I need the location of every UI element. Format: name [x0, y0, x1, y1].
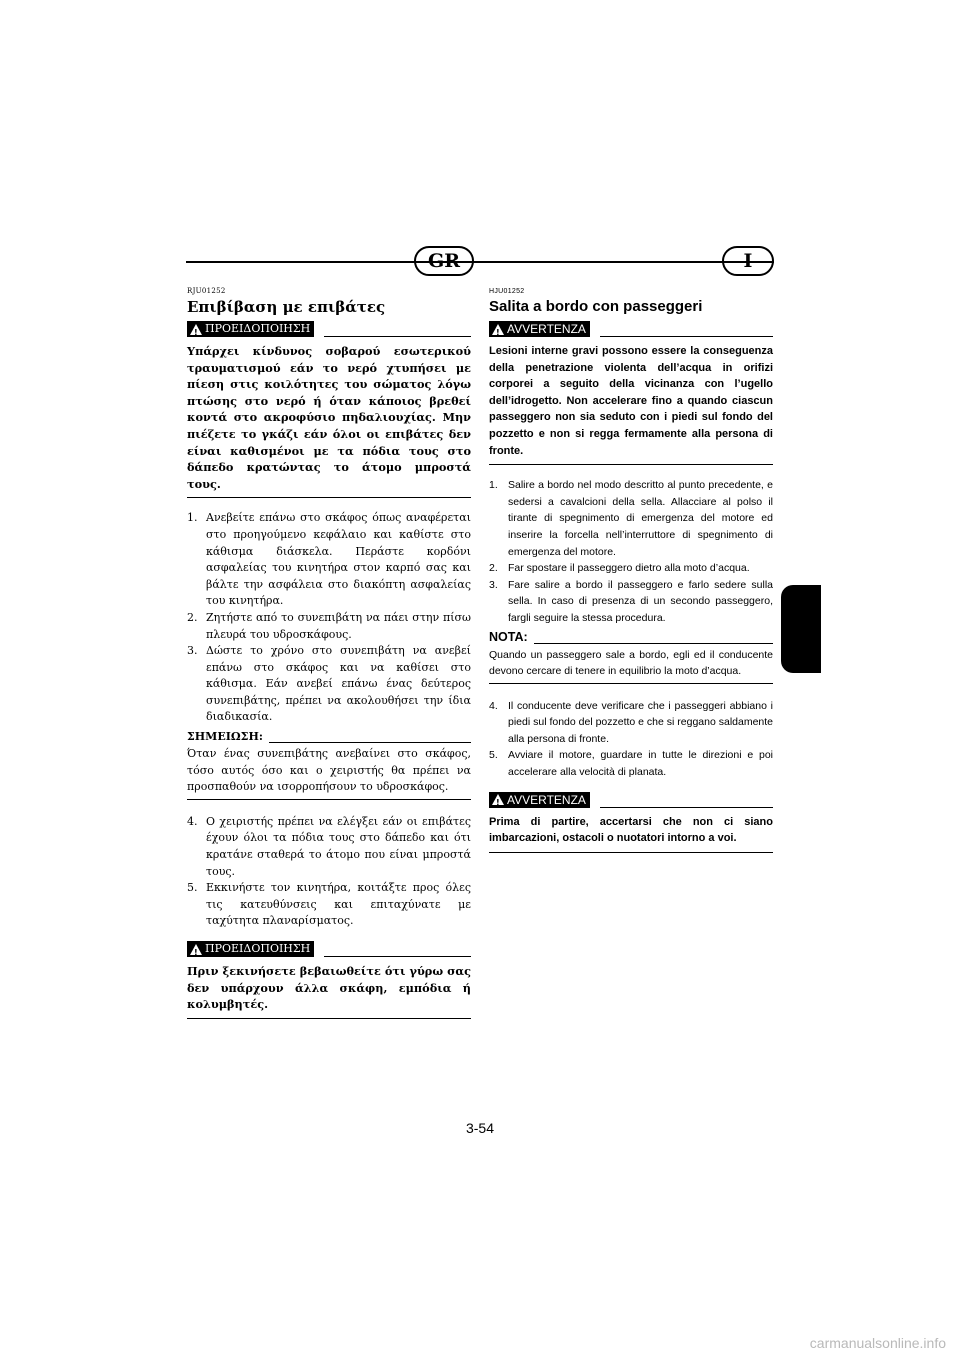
warning-header-rule	[600, 807, 773, 808]
warning-header-rule	[600, 336, 773, 337]
warning-label: ! AVVERTENZA	[489, 321, 590, 337]
list-item: 3. Fare salire a bordo il passeggero e farlo sedere sulla sella. In caso di presenza di un secondo passeggero, fargli seguire la stessa procedura.	[489, 578, 773, 624]
section-code: HJU01252	[489, 288, 525, 295]
warning-header	[187, 940, 471, 958]
note-header	[187, 728, 471, 744]
steps-list	[187, 814, 471, 930]
warning-text: Lesioni interne gravi possono essere la conseguenza della penetrazione violenta dell’acqua in orifizi corporei a seguito della vicinanza con l’ugello dell’idrogetto. Non accelerare fino a quando ciascun passeggero non sia seduto con i piedi sul fondo del pozzetto e non si regga fermamente alla persona di fronte.	[489, 345, 773, 457]
section-title: Salita a bordo con passeggeri	[489, 298, 703, 315]
list-item: 1. Ανεβείτε επάνω στο σκάφος όπως αναφέρεται στο προηγούμενο κεφάλαιο και καθίστε στο κάθισμα διάσκελα. Περάστε κορδόνι ασφαλείας του κινητήρα στον καρπό σας και βάλτε την ασφάλεια στο διακόπτη ασφαλείας του κινητήρα.	[187, 511, 471, 608]
warning-label: ! AVVERTENZA	[489, 792, 590, 808]
header-rule	[186, 261, 774, 263]
list-item: 5. Εκκινήστε τον κινητήρα, κοιτάξτε προς όλες τις κατευθύνσεις και επιταχύνατε με ταχύτητα πλαναρίσματος.	[187, 881, 471, 928]
watermark: carmanualsonline.info	[809, 1335, 946, 1351]
warning-text: Υπάρχει κίνδυνος σοβαρού εσωτερικού τραυματισμού εάν το νερό χτυπήσει με πίεση στις κοιλότητες του σώματος λόγω πτώσης στο νερό ή όταν κάποιος βρεθεί κοντά στο ακροφύσιο πηδαλιουχίας. Μην πιέζετε το γκάζι εάν όλοι οι επιβάτες δεν είναι καθισμένοι με τα πόδια τους στο δάπεδο κρατώντας το άτομο μπροστά τους.	[187, 344, 471, 491]
warning-triangle-icon	[492, 794, 504, 805]
warning-triangle-icon	[190, 944, 202, 955]
note-label: NOTA:	[489, 629, 528, 644]
warning-header	[187, 320, 471, 338]
note-end-rule	[489, 683, 773, 684]
warning-header	[489, 320, 773, 338]
list-item: 4. Ο χειριστής πρέπει να ελέγξει εάν οι επιβάτες έχουν όλοι τα πόδια τους στο δάπεδο και ότι κρατάνε σταθερά το άτομο που είναι μπροστά τους.	[187, 814, 471, 878]
note-header-rule	[534, 643, 773, 644]
warning-label: ! ΠΡΟΕΙΔΟΠΟΙΗΣΗ	[187, 941, 314, 957]
warning-text: Πριν ξεκινήσετε βεβαιωθείτε ότι γύρω σας δεν υπάρχουν άλλα σκάφη, εμπόδια ή κολυμβητές.	[187, 964, 471, 1012]
warning-end-rule	[187, 1018, 471, 1019]
note-text: Όταν ένας συνεπιβάτης ανεβαίνει στο σκάφος, τόσο αυτός όσο και ο χειριστής θα πρέπει να προσπαθούν να ισορροπήσουν το υδροσκάφος.	[187, 747, 471, 794]
warning-end-rule	[187, 497, 471, 498]
list-item: 5. Avviare il motore, guardare in tutte le direzioni e poi accelerare alla velocità di planata.	[489, 749, 773, 779]
note-label: ΣΗΜΕΙΩΣΗ:	[187, 729, 263, 743]
warning-end-rule	[489, 852, 773, 853]
warning-text: Prima di partire, accertarsi che non ci siano imbarcazioni, ostacoli o nuotatori intorno a voi.	[489, 815, 773, 845]
steps-list	[489, 477, 773, 626]
list-item: 2. Far spostare il passeggero dietro alla moto d’acqua.	[489, 562, 750, 575]
note-text: Quando un passeggero sale a bordo, egli ed il conducente devono cercare di tenere in equilibrio la moto d’acqua.	[489, 648, 773, 678]
language-badge-gr: GR	[414, 246, 474, 276]
note-header-rule	[269, 742, 471, 743]
warning-header-rule	[324, 956, 471, 957]
list-item: 4. Il conducente deve verificare che i passeggeri abbiano i piedi sul fondo del pozzetto e che si reggano saldamente alla persona di fronte.	[489, 699, 774, 745]
list-item: 2. Ζητήστε από το συνεπιβάτη να πάει στην πίσω πλευρά του υδροσκάφους.	[187, 610, 471, 641]
warning-triangle-icon	[492, 324, 504, 335]
section-title: Επιβίβαση με επιβάτες	[187, 298, 386, 316]
greek-column	[187, 287, 471, 1019]
warning-label: ! ΠΡΟΕΙΔΟΠΟΙΗΣΗ	[187, 321, 314, 337]
italian-column	[489, 287, 773, 853]
chapter-side-tab	[781, 585, 821, 673]
warning-triangle-icon	[190, 324, 202, 335]
language-badge-i: I	[722, 246, 774, 276]
note-header	[489, 629, 773, 645]
list-item: 3. Δώστε το χρόνο στο συνεπιβάτη να ανεβεί επάνω στο σκάφος και να καθίσει στο κάθισμα. Εάν ανεβεί επάνω ένας δεύτερος συνεπιβάτης, πρέπει να ακολουθήσει την ίδια διαδικασία.	[187, 644, 471, 724]
section-code: RJU01252	[187, 287, 226, 295]
steps-list	[187, 510, 471, 726]
warning-header	[489, 791, 773, 809]
note-end-rule	[187, 799, 471, 800]
list-item: 1. Salire a bordo nel modo descritto al punto precedente, e sedersi a cavalcioni della sella. Allacciare al polso il tirante di spegnimento di emergenza del motore ed inserire la forcella nell’interruttore di spegnimento di emergenza del motore.	[489, 479, 773, 558]
warning-header-rule	[324, 336, 471, 337]
steps-list	[489, 698, 773, 781]
warning-end-rule	[489, 464, 773, 465]
page-number: 3-54	[465, 1120, 495, 1136]
